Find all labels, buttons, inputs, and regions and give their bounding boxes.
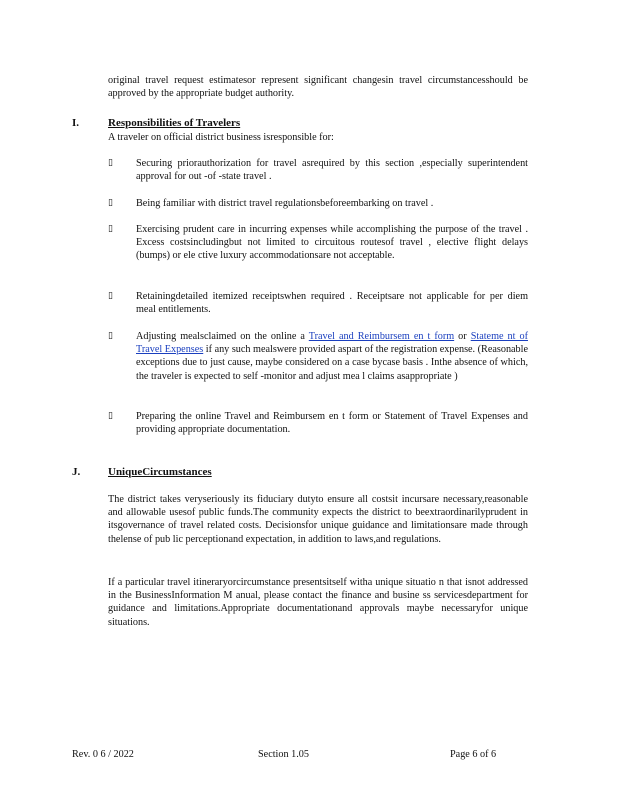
intro-paragraph: original travel request estimatesor represent significant changesin travel circumstancesshould be approved by the appropriate budget authority. bbox=[108, 75, 528, 100]
section-j-title: UniqueCircumstances bbox=[108, 466, 212, 478]
bullet-box-icon: ▯ bbox=[108, 158, 113, 168]
bullet-text: Preparing the online Travel and Reimbursem en t form or Statement of Travel Expenses and providing appropriate documentation. bbox=[136, 411, 528, 436]
bullet-text: Retainingdetailed itemized receiptswhen required . Receiptsare not applicable for per diem meal entitlements. bbox=[136, 291, 528, 316]
section-j-paragraph-1: The district takes veryseriously its fiduciary dutyto ensure all costsit incursare necessary,reasonable and allowable usesof public funds.The community expects the district to beextraordinarilyprudent in itsgovernance of travel related costs. Decisionsfor unique guidance and limitationsare made through thelense of pub lic perceptionand expectation, in addition to laws,and regulations. bbox=[108, 494, 528, 545]
bullet-text-part: or bbox=[454, 331, 471, 342]
bullet-box-icon: ▯ bbox=[108, 224, 113, 234]
bullet-box-icon: ▯ bbox=[108, 331, 113, 341]
section-i-lead: A traveler on official district business isresponsible for: bbox=[108, 132, 334, 143]
section-j-letter: J. bbox=[72, 466, 81, 478]
footer-revision: Rev. 0 6 / 2022 bbox=[72, 749, 134, 760]
statement-of-travel-expenses-link[interactable]: Stateme nt of Travel Expenses bbox=[136, 331, 528, 356]
footer-section: Section 1.05 bbox=[258, 749, 309, 760]
footer-page-number: Page 6 of 6 bbox=[450, 749, 497, 760]
bullet-text: Exercising prudent care in incurring expenses while accomplishing the purpose of the travel . Excess costsincludingbut not limited to circuitous routesof travel , elective flight delays (bumps) or ele ctive luxury accommodationsare not acceptable. bbox=[136, 224, 528, 262]
bullet-box-icon: ▯ bbox=[108, 291, 113, 301]
bullet-text: Being familiar with district travel regulationsbeforeembarking on travel . bbox=[136, 198, 434, 209]
bullet-text-part: if any such mealswere provided aspart of the registration expense. (Reasonable exceptions due to just cause, maybe considered on a case bycase basis . Inthe absence of which, the traveler is expected to self -monitor and adjust mea l claims asappropriate ) bbox=[136, 344, 529, 382]
bullet-text bbox=[136, 330, 528, 383]
section-i-title: Responsibilities of Travelers bbox=[108, 117, 241, 129]
bullet-box-icon: ▯ bbox=[108, 198, 113, 208]
bullet-box-icon: ▯ bbox=[108, 411, 113, 421]
bullet-text-part: Adjusting mealsclaimed on the online a bbox=[136, 331, 309, 342]
bullet-text: Securing priorauthorization for travel asrequired by this section ,especially superintendent approval for out -of -state travel . bbox=[136, 158, 528, 183]
section-i-letter: I. bbox=[72, 117, 80, 129]
travel-reimbursement-form-link[interactable]: Travel and Reimbursem en t form bbox=[308, 331, 455, 342]
section-j-paragraph-2: If a particular travel itineraryorcircumstance presentsitself witha unique situatio n that isnot addressed in the BusinessInformation M anual, please contact the finance and busine ss servicesdepartment for guidance and limitations.Appropriate documentationand approvals maybe necessaryfor unique situations. bbox=[108, 577, 528, 628]
